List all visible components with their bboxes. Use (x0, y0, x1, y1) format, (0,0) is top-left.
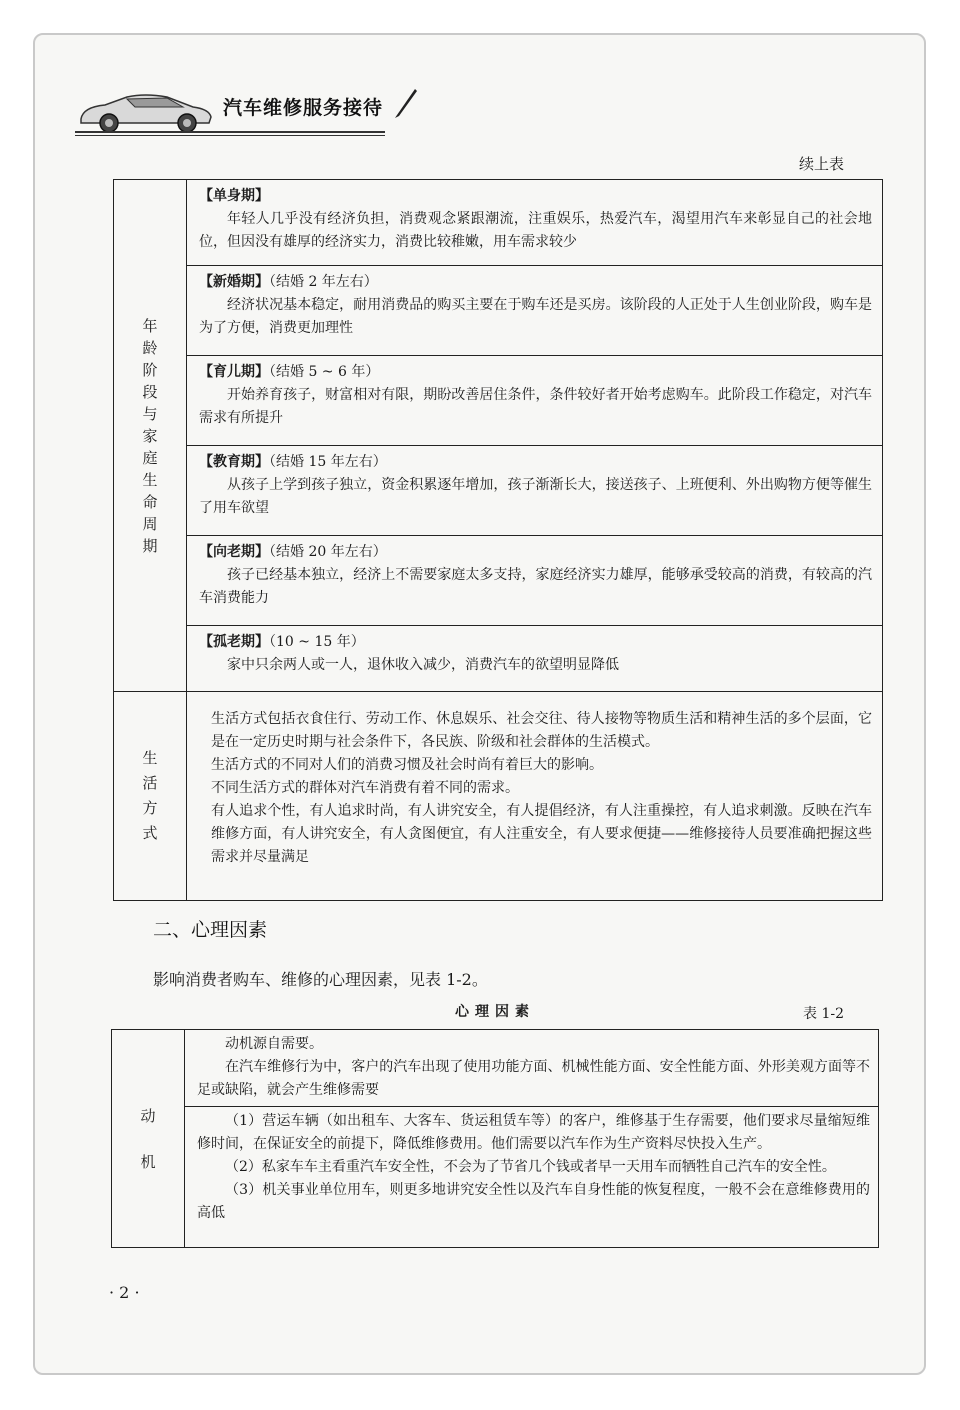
stage-cell (187, 266, 883, 356)
stage-cell (187, 626, 883, 692)
motive-paragraph: 在汽车维修行为中，客户的汽车出现了使用功能方面、机械性能方面、安全性能方面、外形美观方面等不足或缺陷，就会产生维修需要 (197, 1059, 870, 1098)
header-rule-thin (75, 135, 385, 136)
table-row (114, 692, 883, 901)
continued-label: 续上表 (799, 155, 845, 173)
lifestyle-paragraph: 不同生活方式的群体对汽车消费有着不同的需求。 (211, 780, 519, 796)
car-logo-icon (75, 85, 215, 135)
lifestyle-label: 生活方式 (142, 749, 158, 842)
motive-types-cell (185, 1107, 879, 1248)
table-row (112, 1030, 879, 1107)
running-header (75, 85, 435, 135)
motive-label-cell (112, 1030, 185, 1248)
table-row (112, 1107, 879, 1248)
stage-text: 孩子已经基本独立，经济上不需要家庭太多支持，家庭经济实力雄厚，能够承受较高的消费，有较高的汽车消费能力 (199, 567, 872, 606)
stage-text: 年轻人几乎没有经济负担，消费观念紧跟潮流，注重娱乐，热爱汽车，渴望用汽车来彰显自己的社会地位，但因没有雄厚的经济实力，消费比较稚嫩，用车需求较少 (199, 211, 872, 250)
stage-note: （结婚 2 年左右） (269, 274, 378, 290)
section-intro: 影响消费者购车、维修的心理因素，见表 1-2。 (153, 970, 488, 989)
table-row (114, 446, 883, 536)
stage-text: 开始养育孩子，财富相对有限，期盼改善居住条件，条件较好者开始考虑购车。此阶段工作稳定，对汽车需求有所提升 (199, 387, 872, 426)
stage-title: 【单身期】 (199, 188, 269, 204)
table-row (114, 626, 883, 692)
motive-paragraph: 动机源自需要。 (225, 1036, 323, 1052)
table-row (114, 266, 883, 356)
table-row (114, 356, 883, 446)
motive-paragraph: （3）机关事业单位用车，则更多地讲究安全性以及汽车自身性能的恢复程度，一般不会在意维修费用的高低 (197, 1182, 870, 1221)
stage-note: （结婚 15 年左右） (269, 454, 387, 470)
table-row (114, 536, 883, 626)
stage-title: 【新婚期】 (199, 274, 269, 290)
page-number: · 2 · (109, 1283, 140, 1302)
motive-label: 动机 (140, 1106, 156, 1171)
life-cycle-label-cell (114, 180, 187, 692)
stage-text: 从孩子上学到孩子独立，资金积累逐年增加，孩子渐渐长大，接送孩子、上班便利、外出购物方便等催生了用车欲望 (199, 477, 872, 516)
book-page (33, 33, 926, 1375)
table-row (114, 180, 883, 266)
stage-title: 【向老期】 (199, 544, 269, 560)
stage-cell (187, 536, 883, 626)
table-number: 表 1-2 (803, 1006, 844, 1022)
consumer-factors-table (113, 179, 883, 901)
stage-text: 经济状况基本稳定，耐用消费品的购买主要在于购车还是买房。该阶段的人正处于人生创业阶段，购车是为了方便，消费更加理性 (199, 297, 872, 336)
stage-cell (187, 356, 883, 446)
stage-note: （10 ~ 15 年） (269, 634, 365, 650)
pen-icon (393, 87, 419, 119)
lifestyle-label-cell (114, 692, 187, 901)
book-title: 汽车维修服务接待 (223, 97, 384, 119)
psychological-factors-table (111, 1029, 879, 1248)
lifestyle-paragraph: 生活方式的不同对人们的消费习惯及社会时尚有着巨大的影响。 (211, 757, 603, 773)
section-heading: 二、心理因素 (153, 919, 268, 941)
motive-paragraph: （2）私家车车主看重汽车安全性，不会为了节省几个钱或者早一天用车而牺牲自己汽车的安全性。 (225, 1159, 836, 1175)
stage-cell (187, 446, 883, 536)
motive-paragraph: （1）营运车辆（如出租车、大客车、货运租赁车等）的客户，维修基于生存需要，他们要求尽量缩短维修时间，在保证安全的前提下，降低维修费用。他们需要以汽车作为生产资料尽快投入生产。 (197, 1113, 870, 1152)
stage-note: （结婚 20 年左右） (269, 544, 387, 560)
stage-title: 【孤老期】 (199, 634, 269, 650)
life-cycle-label: 年龄阶段与家庭生命周期 (142, 316, 158, 555)
lifestyle-cell (187, 692, 883, 901)
stage-title: 【育儿期】 (199, 364, 269, 380)
stage-note: （结婚 5 ~ 6 年） (269, 364, 380, 380)
stage-cell (187, 180, 883, 266)
table-caption: 心理因素 (455, 1004, 535, 1020)
header-rule (75, 131, 385, 133)
stage-text: 家中只余两人或一人，退休收入减少，消费汽车的欲望明显降低 (227, 657, 619, 673)
motive-definition-cell (185, 1030, 879, 1107)
lifestyle-paragraph: 有人追求个性，有人追求时尚，有人讲究安全，有人提倡经济，有人注重操控，有人追求刺激。反映在汽车维修方面，有人讲究安全，有人贪图便宜，有人注重安全，有人要求便捷——维修接待人员要准确把握这些需求并尽量满足 (211, 803, 872, 865)
stage-title: 【教育期】 (199, 454, 269, 470)
lifestyle-paragraph: 生活方式包括衣食住行、劳动工作、休息娱乐、社会交往、待人接物等物质生活和精神生活的多个层面，它是在一定历史时期与社会条件下，各民族、阶级和社会群体的生活模式。 (211, 711, 872, 750)
